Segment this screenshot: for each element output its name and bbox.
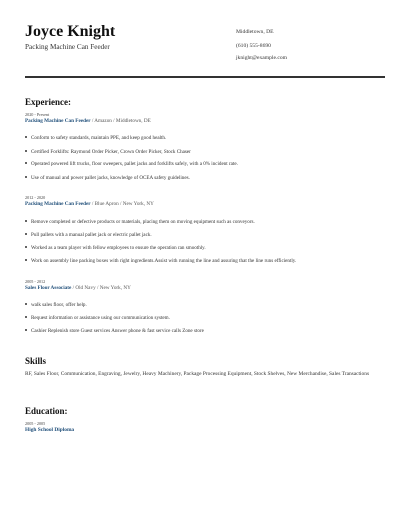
header-divider bbox=[25, 76, 385, 78]
bullet-icon bbox=[25, 150, 27, 152]
education-heading: Education: bbox=[25, 406, 68, 416]
job-3-header bbox=[25, 285, 131, 291]
job-3-title: Sales Floor Associate bbox=[25, 285, 72, 291]
job-2-company: / Blue Apron / New York, NY bbox=[90, 201, 154, 207]
bullet-icon bbox=[25, 246, 27, 248]
bullet-icon bbox=[25, 316, 27, 318]
job-2-dates: 2012 - 2020 bbox=[25, 195, 46, 200]
list-item: Conform to safety standards, maintain PPE, and keep good health. bbox=[25, 135, 166, 141]
job-1-title: Packing Machine Can Feeder bbox=[25, 118, 91, 124]
contact-email[interactable]: jknight@example.com bbox=[236, 55, 287, 61]
bullet-icon bbox=[25, 162, 27, 164]
job-3-dates: 2005 - 2012 bbox=[25, 279, 46, 284]
bullet-icon bbox=[25, 136, 27, 138]
list-item: Cashier Replenish store Guest services Answer phone & fast service calls Zone store bbox=[25, 328, 204, 334]
contact-phone: (610) 555-8690 bbox=[236, 43, 271, 49]
list-item: Operated powered lift trucks, floor sweepers, pallet jacks and forklifts safely, with a 0% incident rate. bbox=[25, 161, 238, 167]
list-item: Worked as a team player with fellow employees to ensure the operation ran smoothly. bbox=[25, 245, 206, 251]
contact-location: Middletown, DE bbox=[236, 29, 274, 35]
bullet-icon bbox=[25, 233, 27, 235]
job-1-company: / Amazon / Middletown, DE bbox=[90, 118, 151, 124]
job-3-company: / Old Navy / New York, NY bbox=[71, 285, 131, 291]
list-item: Pull pallets with a manual pallet jack or electric pallet jack. bbox=[25, 232, 152, 238]
candidate-name: Joyce Knight bbox=[25, 23, 116, 40]
bullet-icon bbox=[25, 176, 27, 178]
list-item: Certified Forklifts: Raymond Order Picker, Crown Order Picker, Stock Chaser bbox=[25, 149, 191, 155]
job-1-dates: 2020 - Present bbox=[25, 112, 50, 117]
skills-list: RF, Sales Floor, Communication, Engraving, Jewelry, Heavy Machinery, Package Processing Equipment, Stock Shelves, New Merchandise, Sales Transactions bbox=[25, 371, 370, 377]
list-item: Remove completed or defective products or materials, placing them on moving equipment such as conveyors. bbox=[25, 219, 255, 225]
bullet-icon bbox=[25, 220, 27, 222]
bullet-icon bbox=[25, 259, 27, 261]
job-1-header bbox=[25, 118, 151, 124]
list-item: Request information or assistance using our communication system. bbox=[25, 315, 170, 321]
experience-heading: Experience: bbox=[25, 97, 71, 107]
skills-heading: Skills bbox=[25, 356, 47, 366]
list-item: walk sales floor, offer help. bbox=[25, 302, 87, 308]
candidate-role: Packing Machine Can Feeder bbox=[25, 43, 110, 51]
job-2-title: Packing Machine Can Feeder bbox=[25, 201, 91, 207]
bullet-icon bbox=[25, 329, 27, 331]
list-item: Use of manual and power pallet jacks, knowledge of OCEA safety guidelines. bbox=[25, 175, 190, 181]
education-dates: 2005 - 2005 bbox=[25, 421, 46, 426]
education-degree: High School Diploma bbox=[25, 427, 75, 433]
job-2-header bbox=[25, 201, 154, 207]
list-item: Work on assembly line packing boxes with right ingredients.Assist with running the line and assuring that the line runs efficiently. bbox=[25, 258, 296, 264]
bullet-icon bbox=[25, 303, 27, 305]
